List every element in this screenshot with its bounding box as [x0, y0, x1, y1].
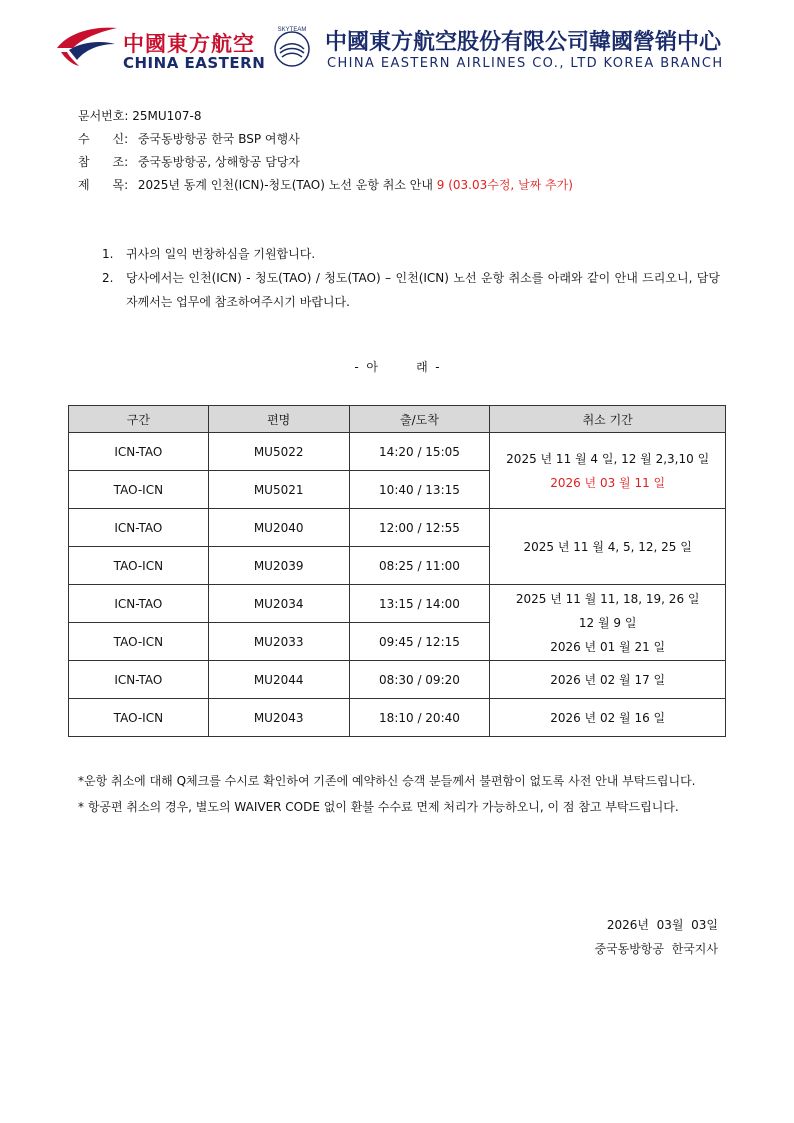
subject-label: 제 목:	[78, 178, 129, 192]
flight-cell: MU2033	[208, 623, 349, 661]
time-cell: 10:40 / 13:15	[349, 471, 490, 509]
route-cell: ICN-TAO	[69, 509, 209, 547]
period-cell: 2026 년 02 월 16 일	[490, 699, 726, 737]
route-cell: ICN-TAO	[69, 661, 209, 699]
logo-english-text: CHINA EASTERN	[123, 54, 266, 72]
time-cell: 14:20 / 15:05	[349, 433, 490, 471]
route-cell: TAO-ICN	[69, 471, 209, 509]
signoff-date: 2026년 03월 03일	[606, 918, 718, 932]
period-line-added: 2026 년 03 월 11 일	[550, 475, 666, 490]
flight-cell: MU5021	[208, 471, 349, 509]
subject-value: 2025년 동계 인천(ICN)-청도(TAO) 노선 운항 취소 안내	[137, 178, 433, 192]
china-eastern-swallow-logo-icon	[55, 24, 119, 68]
route-cell: TAO-ICN	[69, 547, 209, 585]
list-item	[102, 266, 720, 314]
flight-cell: MU2034	[208, 585, 349, 623]
note-q-check: *운항 취소에 대해 Q체크를 수시로 확인하여 기존에 예약하신 승객 분들께서 불편함이 없도록 사전 안내 부탁드립니다.	[78, 774, 696, 788]
list-item-text: 당사에서는 인천(ICN) - 청도(TAO) / 청도(TAO) – 인천(ICN) 노선 운항 취소를 아래와 같이 안내 드리오니, 담당자께서는 업무에 참조하여주시기 바랍니다.	[126, 271, 720, 309]
recipient-label: 수 신:	[78, 132, 129, 146]
company-english-name: CHINA EASTERN AIRLINES CO., LTD KOREA BRANCH	[327, 56, 724, 71]
signoff	[594, 913, 718, 961]
header-time: 출/도착	[349, 406, 490, 433]
route-cell: TAO-ICN	[69, 699, 209, 737]
period-line: 2025 년 11 월 11, 18, 19, 26 일	[515, 591, 700, 606]
flight-cell: MU2039	[208, 547, 349, 585]
route-cell: TAO-ICN	[69, 623, 209, 661]
body-paragraphs	[102, 242, 720, 314]
period-cell: 2026 년 02 월 17 일	[490, 661, 726, 699]
period-cell	[490, 585, 726, 661]
logo-chinese-text: 中國東方航空	[123, 32, 255, 56]
doc-number-row	[78, 105, 573, 128]
route-cell: ICN-TAO	[69, 433, 209, 471]
period-cell	[490, 509, 726, 585]
company-chinese-name: 中國東方航空股份有限公司韓國營销中心	[325, 30, 722, 55]
notes-section	[78, 768, 718, 820]
recipient-value: 중국동방항공 한국 BSP 여행사	[137, 132, 300, 146]
letterhead	[55, 20, 735, 76]
time-cell: 09:45 / 12:15	[349, 623, 490, 661]
note-waiver: * 항공편 취소의 경우, 별도의 WAIVER CODE 없이 환불 수수료 면제 처리가 가능하오니, 이 점 참고 부탁드립니다.	[78, 800, 679, 814]
skyteam-logo-icon	[267, 22, 317, 72]
table-row	[69, 585, 726, 623]
table-row	[69, 509, 726, 547]
flight-cell: MU2043	[208, 699, 349, 737]
period-line: 12 월 9 일	[578, 615, 637, 630]
signoff-organization: 중국동방항공 한국지사	[594, 942, 718, 956]
cancellation-table	[68, 405, 726, 737]
time-cell: 08:30 / 09:20	[349, 661, 490, 699]
skyteam-label: SKYTEAM	[277, 27, 307, 33]
flight-cell: MU2040	[208, 509, 349, 547]
header-route: 구간	[69, 406, 209, 433]
time-cell: 08:25 / 11:00	[349, 547, 490, 585]
route-cell: ICN-TAO	[69, 585, 209, 623]
table-row	[69, 661, 726, 699]
flight-cell: MU5022	[208, 433, 349, 471]
time-cell: 12:00 / 12:55	[349, 509, 490, 547]
header-flight: 편명	[208, 406, 349, 433]
subject-revision-note: 9 (03.03수정, 날짜 추가)	[436, 178, 573, 192]
doc-number-label: 문서번호:	[78, 109, 129, 123]
list-item	[102, 242, 720, 266]
reference-label: 참 조:	[78, 155, 129, 169]
period-cell	[490, 433, 726, 509]
notice-title: - 아 래 -	[354, 360, 440, 374]
recipient-row	[78, 128, 573, 151]
table-header-row	[69, 406, 726, 433]
period-line: 2025 년 11 월 4 일, 12 월 2,3,10 일	[506, 451, 710, 466]
period-line: 2026 년 01 월 21 일	[550, 639, 666, 654]
header-period: 취소 기간	[490, 406, 726, 433]
flight-cell: MU2044	[208, 661, 349, 699]
table-row	[69, 433, 726, 471]
period-line: 2025 년 11 월 4, 5, 12, 25 일	[523, 539, 692, 554]
table-row	[69, 699, 726, 737]
reference-value: 중국동방항공, 상해항공 담당자	[137, 155, 300, 169]
time-cell: 13:15 / 14:00	[349, 585, 490, 623]
reference-row	[78, 151, 573, 174]
memo-header	[78, 105, 573, 197]
doc-number-value: 25MU107-8	[132, 109, 202, 123]
list-item-number: 1.	[102, 247, 114, 261]
subject-row	[78, 174, 573, 197]
list-item-text: 귀사의 일익 번창하심을 기원합니다.	[126, 247, 316, 261]
time-cell: 18:10 / 20:40	[349, 699, 490, 737]
list-item-number: 2.	[102, 271, 114, 285]
